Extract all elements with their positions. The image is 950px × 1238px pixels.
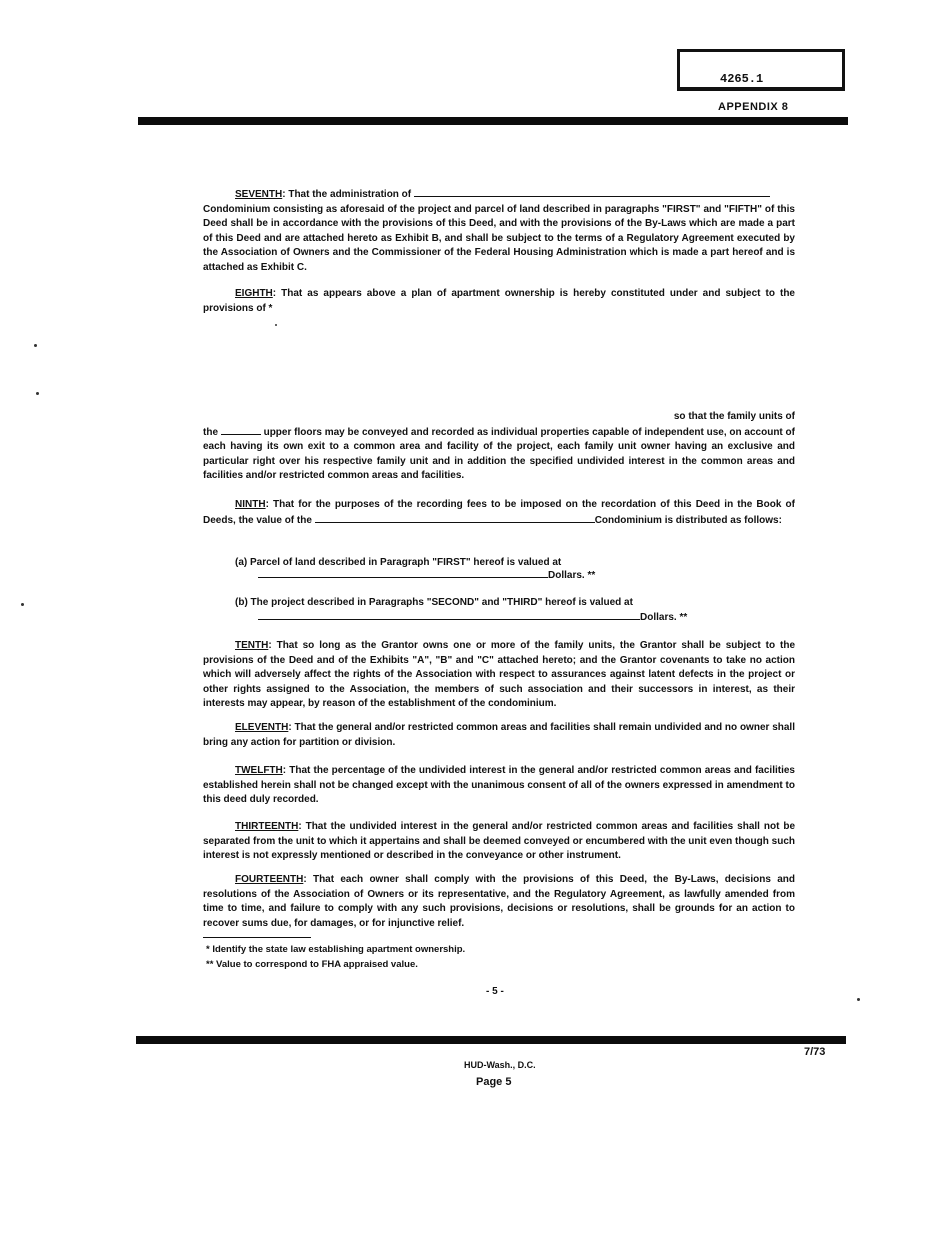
appendix-label: APPENDIX 8 xyxy=(718,101,789,113)
item-a-suffix: Dollars. ** xyxy=(548,570,596,581)
thirteenth-body: : That the undivided interest in the general and/or restricted common areas and facilities shall not be separated from the unit to which it appertains and shall be deemed conveyed or encumbered with the unit even though such interest is not expressly mentioned or described in the conveyance or other instrument. xyxy=(203,821,795,861)
seventh-lead: : That the administration of xyxy=(282,189,412,200)
blank-line xyxy=(414,187,770,197)
footnote-1: * Identify the state law establishing apartment ownership. xyxy=(206,944,466,955)
header-rule xyxy=(138,117,848,125)
paragraph-eleventh xyxy=(203,721,795,750)
paragraph-tenth xyxy=(203,639,795,712)
document-number-box xyxy=(677,49,845,91)
heading-twelfth: TWELFTH xyxy=(235,765,283,776)
heading-ninth: NINTH xyxy=(235,499,266,510)
item-a-value-row xyxy=(258,568,595,581)
item-b-value-row xyxy=(258,610,687,623)
footer-rule xyxy=(136,1036,846,1044)
item-b-suffix: Dollars. ** xyxy=(640,612,688,623)
document-number: 4265.1 xyxy=(720,72,764,86)
page-number: - 5 - xyxy=(486,986,504,997)
eighth-cont-prefix: the xyxy=(203,426,218,438)
paragraph-eighth-continued xyxy=(203,410,795,484)
heading-seventh: SEVENTH xyxy=(235,189,283,200)
blank-line xyxy=(221,425,261,435)
blank-line xyxy=(258,568,548,578)
footnote-rule xyxy=(203,937,311,938)
paragraph-thirteenth xyxy=(203,820,795,864)
eighth-body: : That as appears above a plan of apartment ownership is hereby constituted under and subject to the provisions of * xyxy=(203,288,795,314)
heading-eighth: EIGHTH xyxy=(235,288,273,299)
eighth-cont-line1: so that the family units of xyxy=(673,411,795,422)
ninth-lead: : That for the purposes of the recording fees to be imposed on the recordation of this Deed in the Book of Deeds, the value of the xyxy=(203,499,795,526)
item-b: (b) The project described in Paragraphs "SECOND" and "THIRD" hereof is valued at xyxy=(235,597,633,608)
paragraph-twelfth xyxy=(203,764,795,808)
revision-date: 7/73 xyxy=(804,1046,826,1058)
fourteenth-body: : That each owner shall comply with the provisions of this Deed, the By-Laws, decisions and resolutions of the Association of Owners or its representative, and the Regulatory Agreement, as lawfully amended from time to time, and failure to comply with any such provisions, decisions or resolutions, shall be grounds for an action to recover sums due, for damages, or for injunctive relief. xyxy=(203,874,795,929)
paragraph-seventh xyxy=(203,187,795,275)
scan-speck xyxy=(21,603,24,606)
item-a: (a) Parcel of land described in Paragraph "FIRST" hereof is valued at xyxy=(235,557,562,568)
eighth-cont-body: upper floors may be conveyed and recorded as individual properties capable of independent use, on account of each having its own exit to a common area and facility of the project, each family unit owner having an exclusive and particular right over his respective family unit and in addition the specified undivided interest in the common areas and facilities and/or restricted common areas and facilities. xyxy=(203,426,795,481)
ninth-tail: Condominium is distributed as follows: xyxy=(594,514,782,526)
heading-fourteenth: FOURTEENTH xyxy=(235,874,304,885)
heading-tenth: TENTH xyxy=(235,640,269,651)
scan-speck xyxy=(36,392,39,395)
tenth-body: : That so long as the Grantor owns one or more of the family units, the Grantor shall be subject to the provisions of the Deed and of the Exhibits "A", "B" and "C" attached hereto; and the Grantor covenants to take no action which will adversely affect the rights of the Association with respect to assurances against latent defects in the project or other rights assigned to the Association, the members of such association and their successors in interest, as their interests may appear, by reason of the establishment of the condominium. xyxy=(203,640,795,709)
page-label: Page 5 xyxy=(476,1076,512,1088)
paragraph-eighth xyxy=(203,287,795,316)
footnote-2: ** Value to correspond to FHA appraised value. xyxy=(206,959,418,970)
blank-line xyxy=(315,513,595,523)
twelfth-body: : That the percentage of the undivided interest in the general and/or restricted common areas and facilities established herein shall not be changed except with the unanimous consent of all of the owners expressed in amendment to this deed duly recorded. xyxy=(203,765,795,805)
scan-speck xyxy=(34,344,37,347)
paragraph-fourteenth xyxy=(203,873,795,931)
paragraph-ninth xyxy=(203,498,795,528)
office-code: HUD-Wash., D.C. xyxy=(464,1060,536,1070)
scan-speck xyxy=(275,324,277,326)
blank-line xyxy=(258,610,640,620)
seventh-body: Condominium consisting as aforesaid of the project and parcel of land described in paragraphs "FIRST" and "FIFTH" of this Deed shall be in accordance with the provisions of this Deed, and with the provisions of the By-Laws which are made a part of this Deed and are attached hereto as Exhibit B, and shall be subject to the terms of a Regulatory Agreement executed by the Association of Owners and the Commissioner of the Federal Housing Administration which is made a part hereof and is attached as Exhibit C. xyxy=(203,203,795,273)
heading-eleventh: ELEVENTH xyxy=(235,722,289,733)
heading-thirteenth: THIRTEENTH xyxy=(235,821,299,832)
eleventh-body: : That the general and/or restricted common areas and facilities shall remain undivided and no owner shall bring any action for partition or division. xyxy=(203,722,795,748)
scan-speck xyxy=(857,998,860,1001)
